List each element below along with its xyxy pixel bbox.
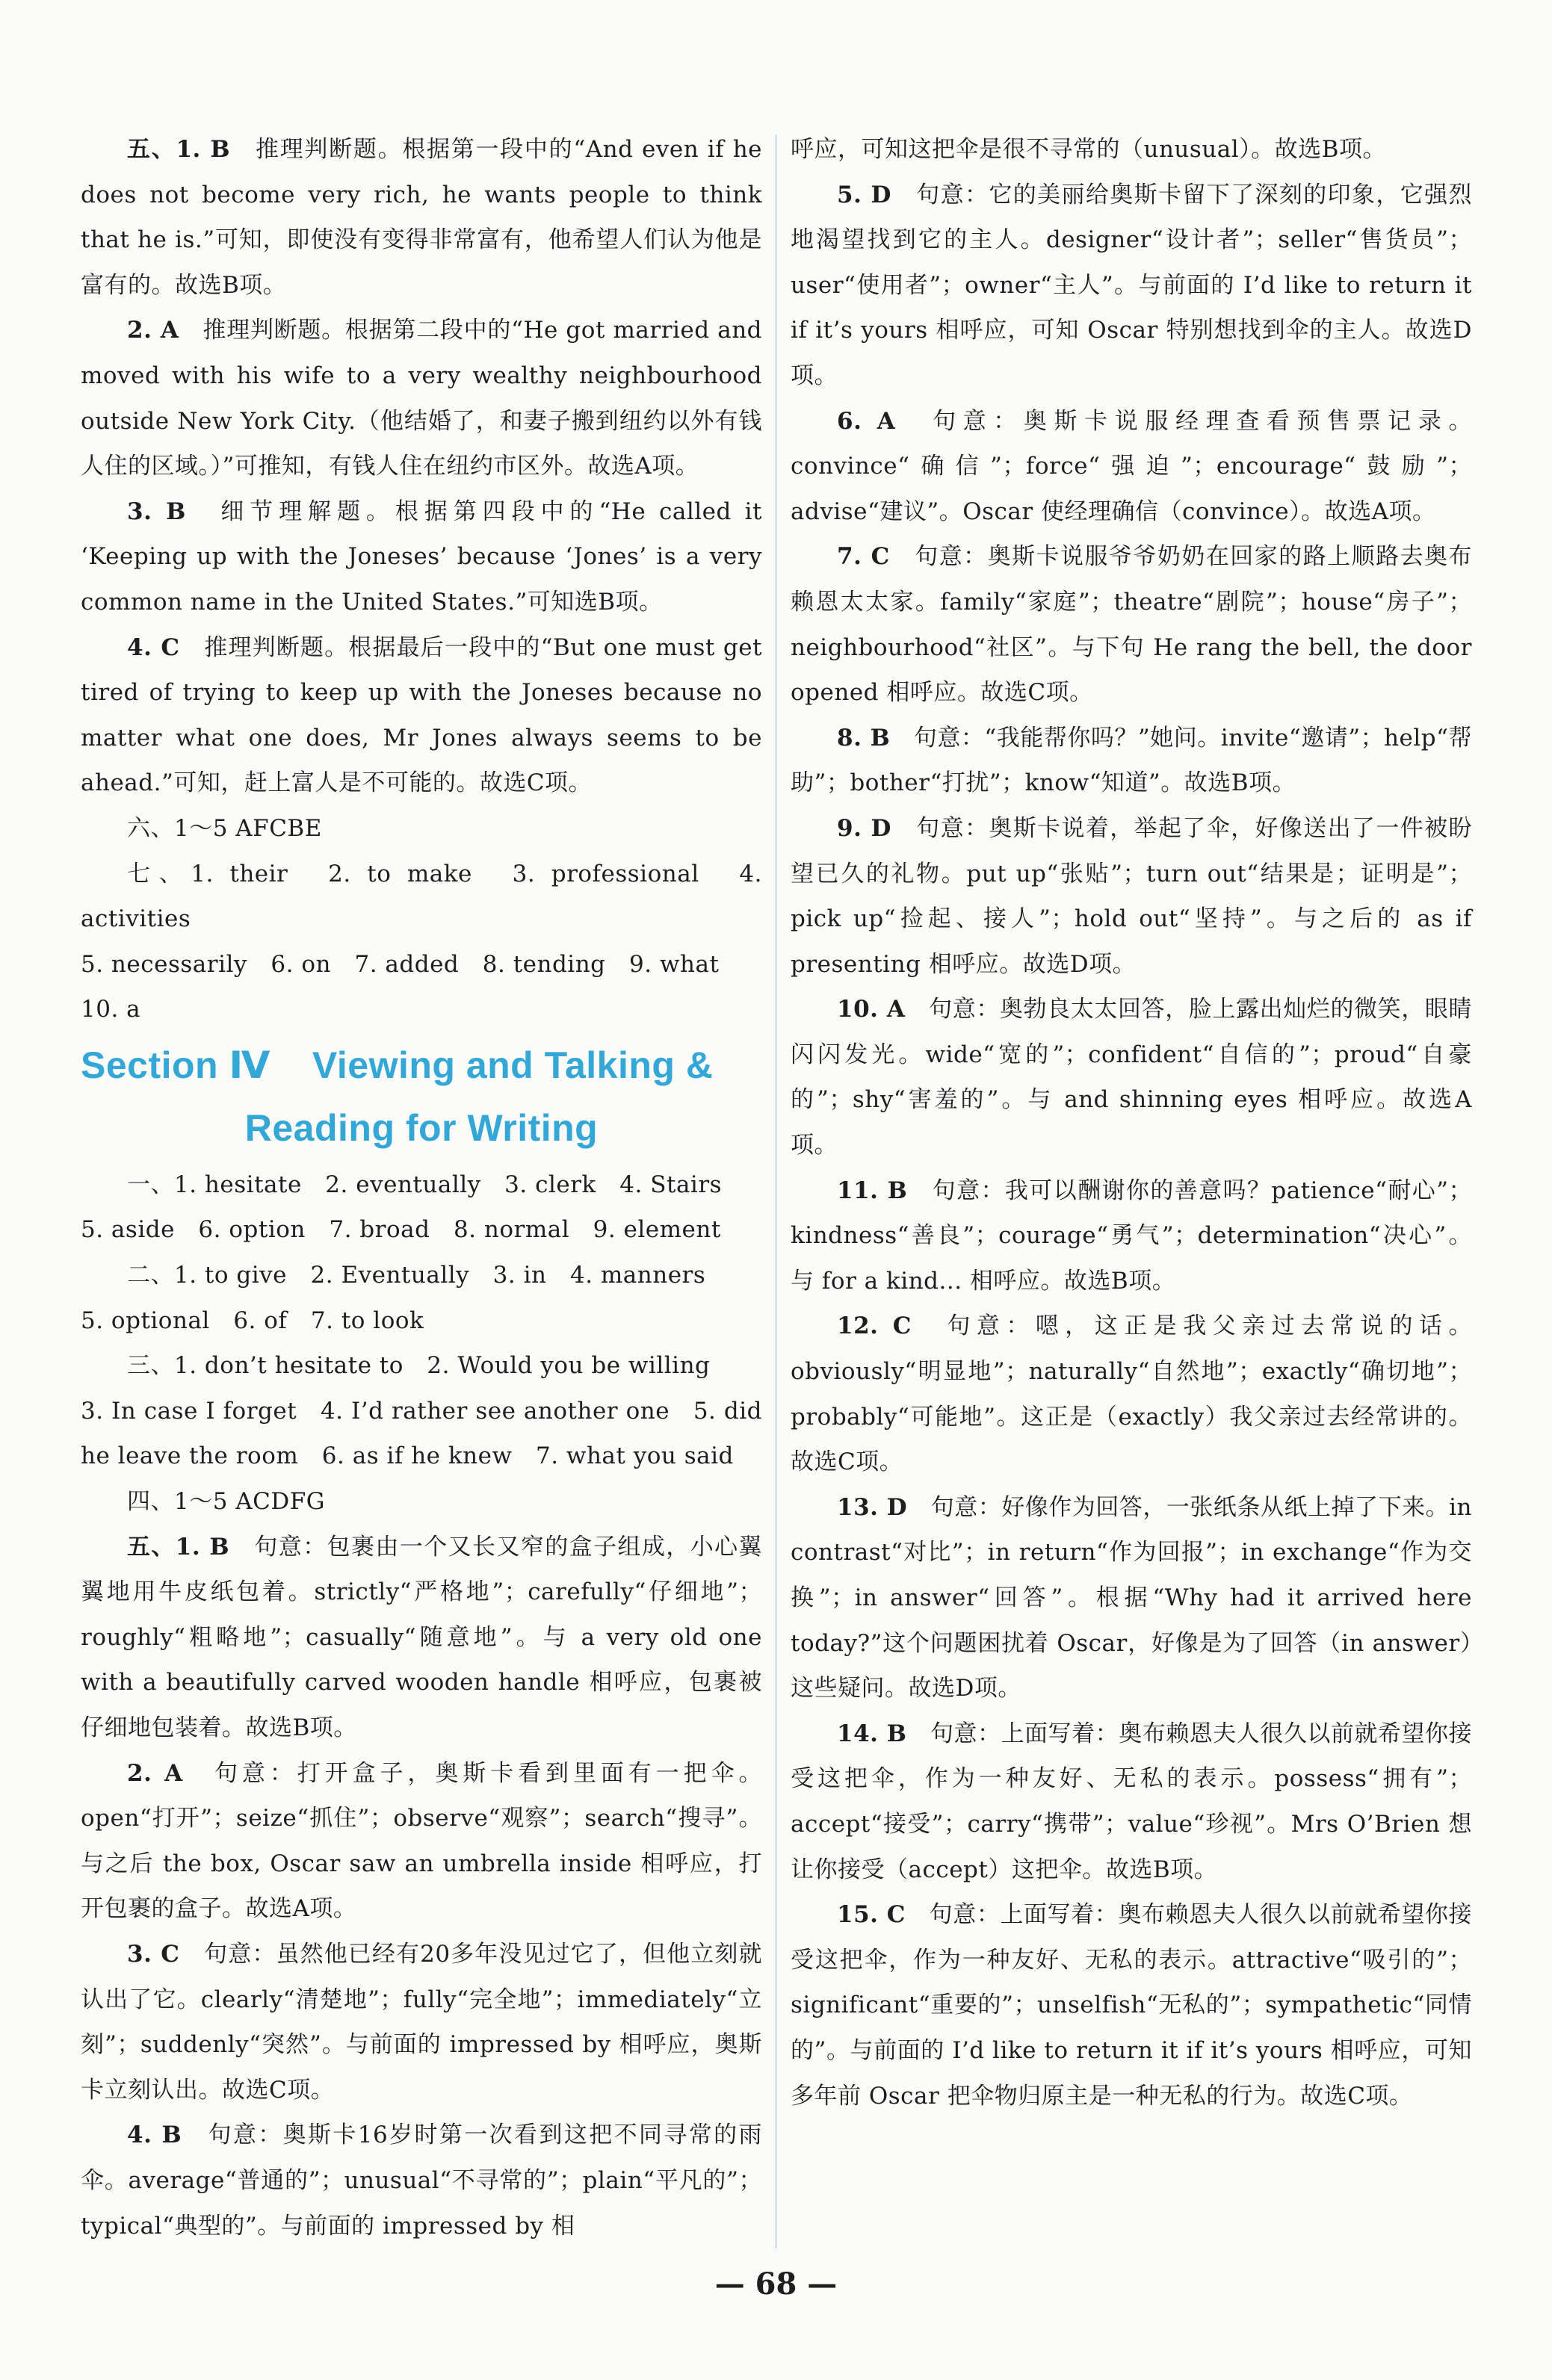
answer-four: 四、1～5 ACDFG: [127, 1488, 326, 1516]
answer-paragraph: 12. C 句意：嗯，这正是我父亲过去常说的话。obviously“明显地”；naturally“自然地”；exactly“确切地”；probably“可能地”。这正是（exactly）我父亲过去经常讲的。故选C项。: [791, 1313, 1473, 1476]
answer-one-line: 一、1. hesitate 2. eventually 3. clerk 4. Stairs: [127, 1171, 723, 1198]
answer-paragraph: 五、1. B 句意：包裹由一个又长又窄的盒子组成，小心翼翼地用牛皮纸包着。strictly“严格地”；carefully“仔细地”；roughly“粗略地”；casually“随意地”。与 a very old one with a beautifully carved wooden handle 相呼应，包裹被仔细地包装着。故选B项。: [81, 1533, 763, 1741]
answer-three-line: 3. In case I forget 4. I’d rather see another one 5. did he leave the room 6. as if he knew 7. what you said: [81, 1397, 762, 1470]
answer-paragraph: 2. A 句意：打开盒子，奥斯卡看到里面有一把伞。open“打开”；seize“抓住”；observe“观察”；search“搜寻”。与之后 the box, Oscar saw an umbrella inside 相呼应，打开包裹的盒子。故选A项。: [81, 1759, 762, 1923]
section-heading-line2: Reading for Writing: [244, 1106, 599, 1149]
right-column: [791, 127, 1472, 2119]
answer-three-line: 三、1. don’t hesitate to 2. Would you be willing: [127, 1352, 711, 1380]
answer-paragraph: 5. D 句意：它的美丽给奥斯卡留下了深刻的印象，它强烈地渴望找到它的主人。designer“设计者”；seller“售货员”；user“使用者”；owner“主人”。与前面的 I’d like to return it if it’s yours 相呼应，可知 Oscar 特别想找到伞的主人。故选D项。: [791, 181, 1473, 389]
continuation-text: 呼应，可知这把伞是很不寻常的（unusual）。故选B项。: [791, 136, 1386, 163]
left-column: [81, 127, 762, 2249]
answer-paragraph: 14. B 句意：上面写着：奥布赖恩夫人很久以前就希望你接受这把伞，作为一种友好、无私的表示。possess“拥有”；accept“接受”；carry“携带”；value“珍视”。Mrs O’Brien 想让你接受（accept）这把伞。故选B项。: [791, 1720, 1472, 1883]
section-heading-line1: Section Ⅳ Viewing and Talking &: [81, 1044, 714, 1086]
answer-two-line: 二、1. to give 2. Eventually 3. in 4. manners: [127, 1262, 706, 1289]
answer-two-line: 5. optional 6. of 7. to look: [81, 1307, 424, 1334]
answer-paragraph: 4. C 推理判断题。根据最后一段中的“But one must get tired of trying to keep up with the Joneses because no matter what one does, Mr Jones always seems to be ahead.”可知，赶上富人是不可能的。故选C项。: [81, 633, 763, 797]
answer-paragraph: 3. B 细节理解题。根据第四段中的“He called it ‘Keeping up with the Joneses’ because ‘Jones’ is a very common name in the United States.”可知选B项。: [81, 498, 763, 616]
section-heading: [81, 1034, 762, 1159]
answer-paragraph: 10. A 句意：奥勃良太太回答，脸上露出灿烂的微笑，眼睛闪闪发光。wide“宽的”；confident“自信的”；proud“自豪的”；shy“害羞的”。与 and shinning eyes 相呼应。故选A项。: [791, 996, 1472, 1159]
answer-paragraph: 9. D 句意：奥斯卡说着，举起了伞，好像送出了一件被盼望已久的礼物。put up“张贴”；turn out“结果是；证明是”；pick up“捡起、接人”；hold out“坚持”。与之后的 as if presenting 相呼应。故选D项。: [791, 814, 1473, 978]
answer-paragraph: 13. D 句意：好像作为回答，一张纸条从纸上掉了下来。in contrast“对比”；in return“作为回报”；in exchange“作为交换”；in answer“回答”。根据“Why had it arrived here today?”这个问题困扰着 Oscar，好像是为了回答（in answer）这些疑问。故选D项。: [791, 1493, 1473, 1702]
answer-seven-line: 10. a: [81, 996, 141, 1023]
answer-paragraph: 6. A 句意：奥斯卡说服经理查看预售票记录。convince“确信”；force“强迫”；encourage“鼓励”；advise“建议”。Oscar 使经理确信（convince）。故选A项。: [791, 407, 1472, 525]
answer-paragraph: 五、1. B 推理判断题。根据第一段中的“And even if he does not become very rich, he wants people to think that he is.”可知，即使没有变得非常富有，他希望人们认为他是富有的。故选B项。: [81, 136, 763, 299]
answer-one-line: 5. aside 6. option 7. broad 8. normal 9. element: [81, 1216, 721, 1244]
answer-paragraph: 8. B 句意：“我能帮你吗？”她问。invite“邀请”；help“帮助”；bother“打扰”；know“知道”。故选B项。: [791, 724, 1473, 797]
answer-seven-line: 5. necessarily 6. on 7. added 8. tending 9. what: [81, 950, 720, 978]
answer-paragraph: 11. B 句意：我可以酬谢你的善意吗？patience“耐心”；kindness“善良”；courage“勇气”；determination“决心”。与 for a kind... 相呼应。故选B项。: [791, 1177, 1473, 1295]
answer-paragraph: 7. C 句意：奥斯卡说服爷爷奶奶在回家的路上顺路去奥布赖恩太太家。family“家庭”；theatre“剧院”；house“房子”；neighbourhood“社区”。与下句 He rang the bell, the door opened 相呼应。故选C项。: [791, 543, 1473, 707]
answer-paragraph: 15. C 句意：上面写着：奥布赖恩夫人很久以前就希望你接受这把伞，作为一种友好、无私的表示。attractive“吸引的”；significant“重要的”；unselfish“无私的”；sympathetic“同情的”。与前面的 I’d like to return it if it’s yours 相呼应，可知多年前 Oscar 把伞物归原主是一种无私的行为。故选C项。: [791, 1901, 1472, 2110]
answer-paragraph: 4. B 句意：奥斯卡16岁时第一次看到这把不同寻常的雨伞。average“普通的”；unusual“不寻常的”；plain“平凡的”；typical“典型的”。与前面的 impressed by 相: [81, 2122, 762, 2240]
answer-paragraph: 2. A 推理判断题。根据第二段中的“He got married and moved with his wife to a very wealthy neighbourhood outside New York City.（他结婚了，和妻子搬到纽约以外有钱人住的区域。）”可推知，有钱人住在纽约市区外。故选A项。: [81, 317, 762, 480]
answer-six: 六、1～5 AFCBE: [127, 814, 322, 842]
answer-paragraph: 3. C 句意：虽然他已经有20多年没见过它了，但他立刻就认出了它。clearly“清楚地”；fully“完全地”；immediately“立刻”；suddenly“突然”。与前面的 impressed by 相呼应，奥斯卡立刻认出。故选C项。: [81, 1940, 762, 2104]
page-number: — 68 —: [714, 2266, 838, 2302]
answer-seven-line: 七、1. their 2. to make 3. professional 4. activities: [81, 860, 762, 933]
